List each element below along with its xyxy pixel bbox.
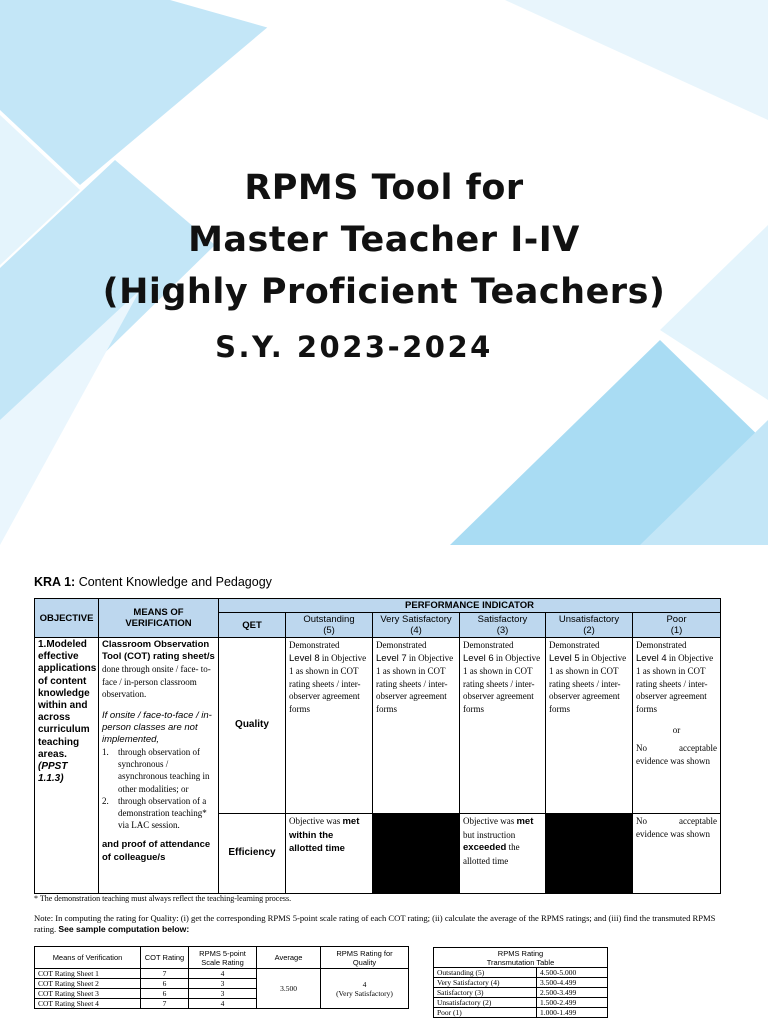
- trans-label: Poor (1): [434, 1008, 537, 1018]
- qet-quality: Quality: [219, 638, 286, 814]
- header-poor: Poor (1): [633, 613, 721, 638]
- trans-range: 3.500-4.499: [537, 978, 608, 988]
- header-very-satisfactory: Very Satisfactory (4): [373, 613, 460, 638]
- quality-very-satisfactory: Demonstrated Level 7 in Objective 1 as shown in COT rating sheets / inter-observer agreement forms: [373, 638, 460, 814]
- comp-header-cot: COT Rating: [141, 947, 189, 969]
- quality-outstanding: Demonstrated Level 8 in Objective 1 as shown in COT rating sheets / inter-observer agreement forms: [286, 638, 373, 814]
- quality-poor-or: or: [672, 724, 681, 735]
- cover-title-line1: RPMS Tool for: [244, 168, 524, 208]
- quality-poor: Demonstrated Level 4 in Objective 1 as shown in COT rating sheets / inter-observer agreement forms or No acceptable evidence was shown: [633, 638, 721, 814]
- comp-mov: COT Rating Sheet 3: [35, 989, 141, 999]
- list-item: 2. through observation of a demonstration teaching* via LAC session.: [102, 795, 207, 831]
- comp-rpms: 3: [189, 979, 257, 989]
- trans-range: 1.500-2.499: [537, 998, 608, 1008]
- transmutation-table: [433, 947, 608, 1018]
- trans-label: Unsatisfactory (2): [434, 998, 537, 1008]
- cover-title-line2: Master Teacher I-IV: [188, 220, 580, 260]
- header-objective: OBJECTIVE: [35, 599, 99, 638]
- rubric-table: [34, 598, 721, 894]
- efficiency-very-satisfactory-blacked: [373, 814, 460, 894]
- comp-rpms: 4: [189, 999, 257, 1009]
- cover-title-line3: (Highly Proficient Teachers): [102, 272, 666, 312]
- comp-header-rpms: RPMS 5-point Scale Rating: [189, 947, 257, 969]
- comp-header-mov: Means of Verification: [35, 947, 141, 969]
- footnote: * The demonstration teaching must always reflect the teaching-learning process.: [34, 894, 292, 903]
- means-cell: [99, 638, 219, 894]
- comp-rpms: 4: [189, 969, 257, 979]
- note-bold: See sample computation below:: [58, 924, 190, 934]
- cover-school-year: S.Y. 2023-2024: [215, 330, 493, 364]
- comp-average: 3.500: [257, 969, 321, 1009]
- table-row: [434, 968, 608, 978]
- objective-text: 1.Modeled effective applications of content knowledge within and across curriculum teaching areas.: [38, 639, 97, 760]
- table-row: [434, 978, 608, 988]
- header-unsatisfactory: Unsatisfactory (2): [546, 613, 633, 638]
- trans-range: 1.000-1.499: [537, 1008, 608, 1018]
- means-condition: If onsite / face-to-face / in-person classes are not implemented,: [102, 710, 212, 746]
- table-row: [434, 1008, 608, 1018]
- kra-number: KRA 1:: [34, 575, 76, 589]
- means-tool-desc: done through onsite / face- to-face / in-person classroom observation.: [102, 664, 211, 699]
- comp-cot: 7: [141, 999, 189, 1009]
- qet-efficiency: Efficiency: [219, 814, 286, 894]
- quality-satisfactory: Demonstrated Level 6 in Objective 1 as shown in COT rating sheets / inter-observer agreement forms: [460, 638, 546, 814]
- header-satisfactory: Satisfactory (3): [460, 613, 546, 638]
- comp-mov: COT Rating Sheet 1: [35, 969, 141, 979]
- computation-table: [34, 946, 409, 1009]
- trans-label: Very Satisfactory (4): [434, 978, 537, 988]
- trans-label: Satisfactory (3): [434, 988, 537, 998]
- note-text: Note: In computing the rating for Quality: (i) get the corresponding RPMS 5-point scale rating of each COT rating; (ii) calculate the average of the RPMS ratings; and (iii) find the transmuted RPMS rating.: [34, 913, 716, 934]
- means-list: [102, 746, 215, 831]
- kra-name: Content Knowledge and Pedagogy: [78, 575, 272, 589]
- comp-cot: 6: [141, 989, 189, 999]
- comp-cot: 6: [141, 979, 189, 989]
- header-means: MEANS OF VERIFICATION: [99, 599, 219, 638]
- comp-rating: 4 (Very Satisfactory): [321, 969, 409, 1009]
- means-tool: Classroom Observation Tool (COT) rating sheet/s: [102, 639, 215, 663]
- computation-note: [34, 913, 724, 935]
- trans-label: Outstanding (5): [434, 968, 537, 978]
- comp-mov: COT Rating Sheet 4: [35, 999, 141, 1009]
- quality-poor-no-evidence: No acceptable evidence was shown: [636, 743, 717, 766]
- header-qet: QET: [219, 613, 286, 638]
- header-outstanding: Outstanding (5): [286, 613, 373, 638]
- table-row: [434, 988, 608, 998]
- kra-heading: [34, 575, 272, 589]
- trans-header: RPMS Rating Transmutation Table: [434, 948, 608, 968]
- trans-range: 2.500-3.499: [537, 988, 608, 998]
- efficiency-poor: No acceptable evidence was shown: [633, 814, 721, 894]
- comp-mov: COT Rating Sheet 2: [35, 979, 141, 989]
- efficiency-satisfactory: Objective was met but instruction exceeded the allotted time: [460, 814, 546, 894]
- objective-ppst: (PPST 1.1.3): [38, 761, 68, 785]
- efficiency-outstanding: Objective was met within the allotted time: [286, 814, 373, 894]
- means-proof: and proof of attendance of colleague/s: [102, 839, 211, 863]
- header-performance-indicator: PERFORMANCE INDICATOR: [219, 599, 721, 613]
- table-row: [35, 969, 409, 979]
- table-row: [434, 998, 608, 1008]
- comp-header-rating: RPMS Rating for Quality: [321, 947, 409, 969]
- quality-unsatisfactory: Demonstrated Level 5 in Objective 1 as shown in COT rating sheets / inter-observer agreement forms: [546, 638, 633, 814]
- comp-rpms: 3: [189, 989, 257, 999]
- trans-range: 4.500-5.000: [537, 968, 608, 978]
- comp-cot: 7: [141, 969, 189, 979]
- efficiency-unsatisfactory-blacked: [546, 814, 633, 894]
- objective-cell: [35, 638, 99, 894]
- list-item: 1. through observation of synchronous / asynchronous teaching in other modalities; or: [102, 747, 210, 794]
- comp-header-average: Average: [257, 947, 321, 969]
